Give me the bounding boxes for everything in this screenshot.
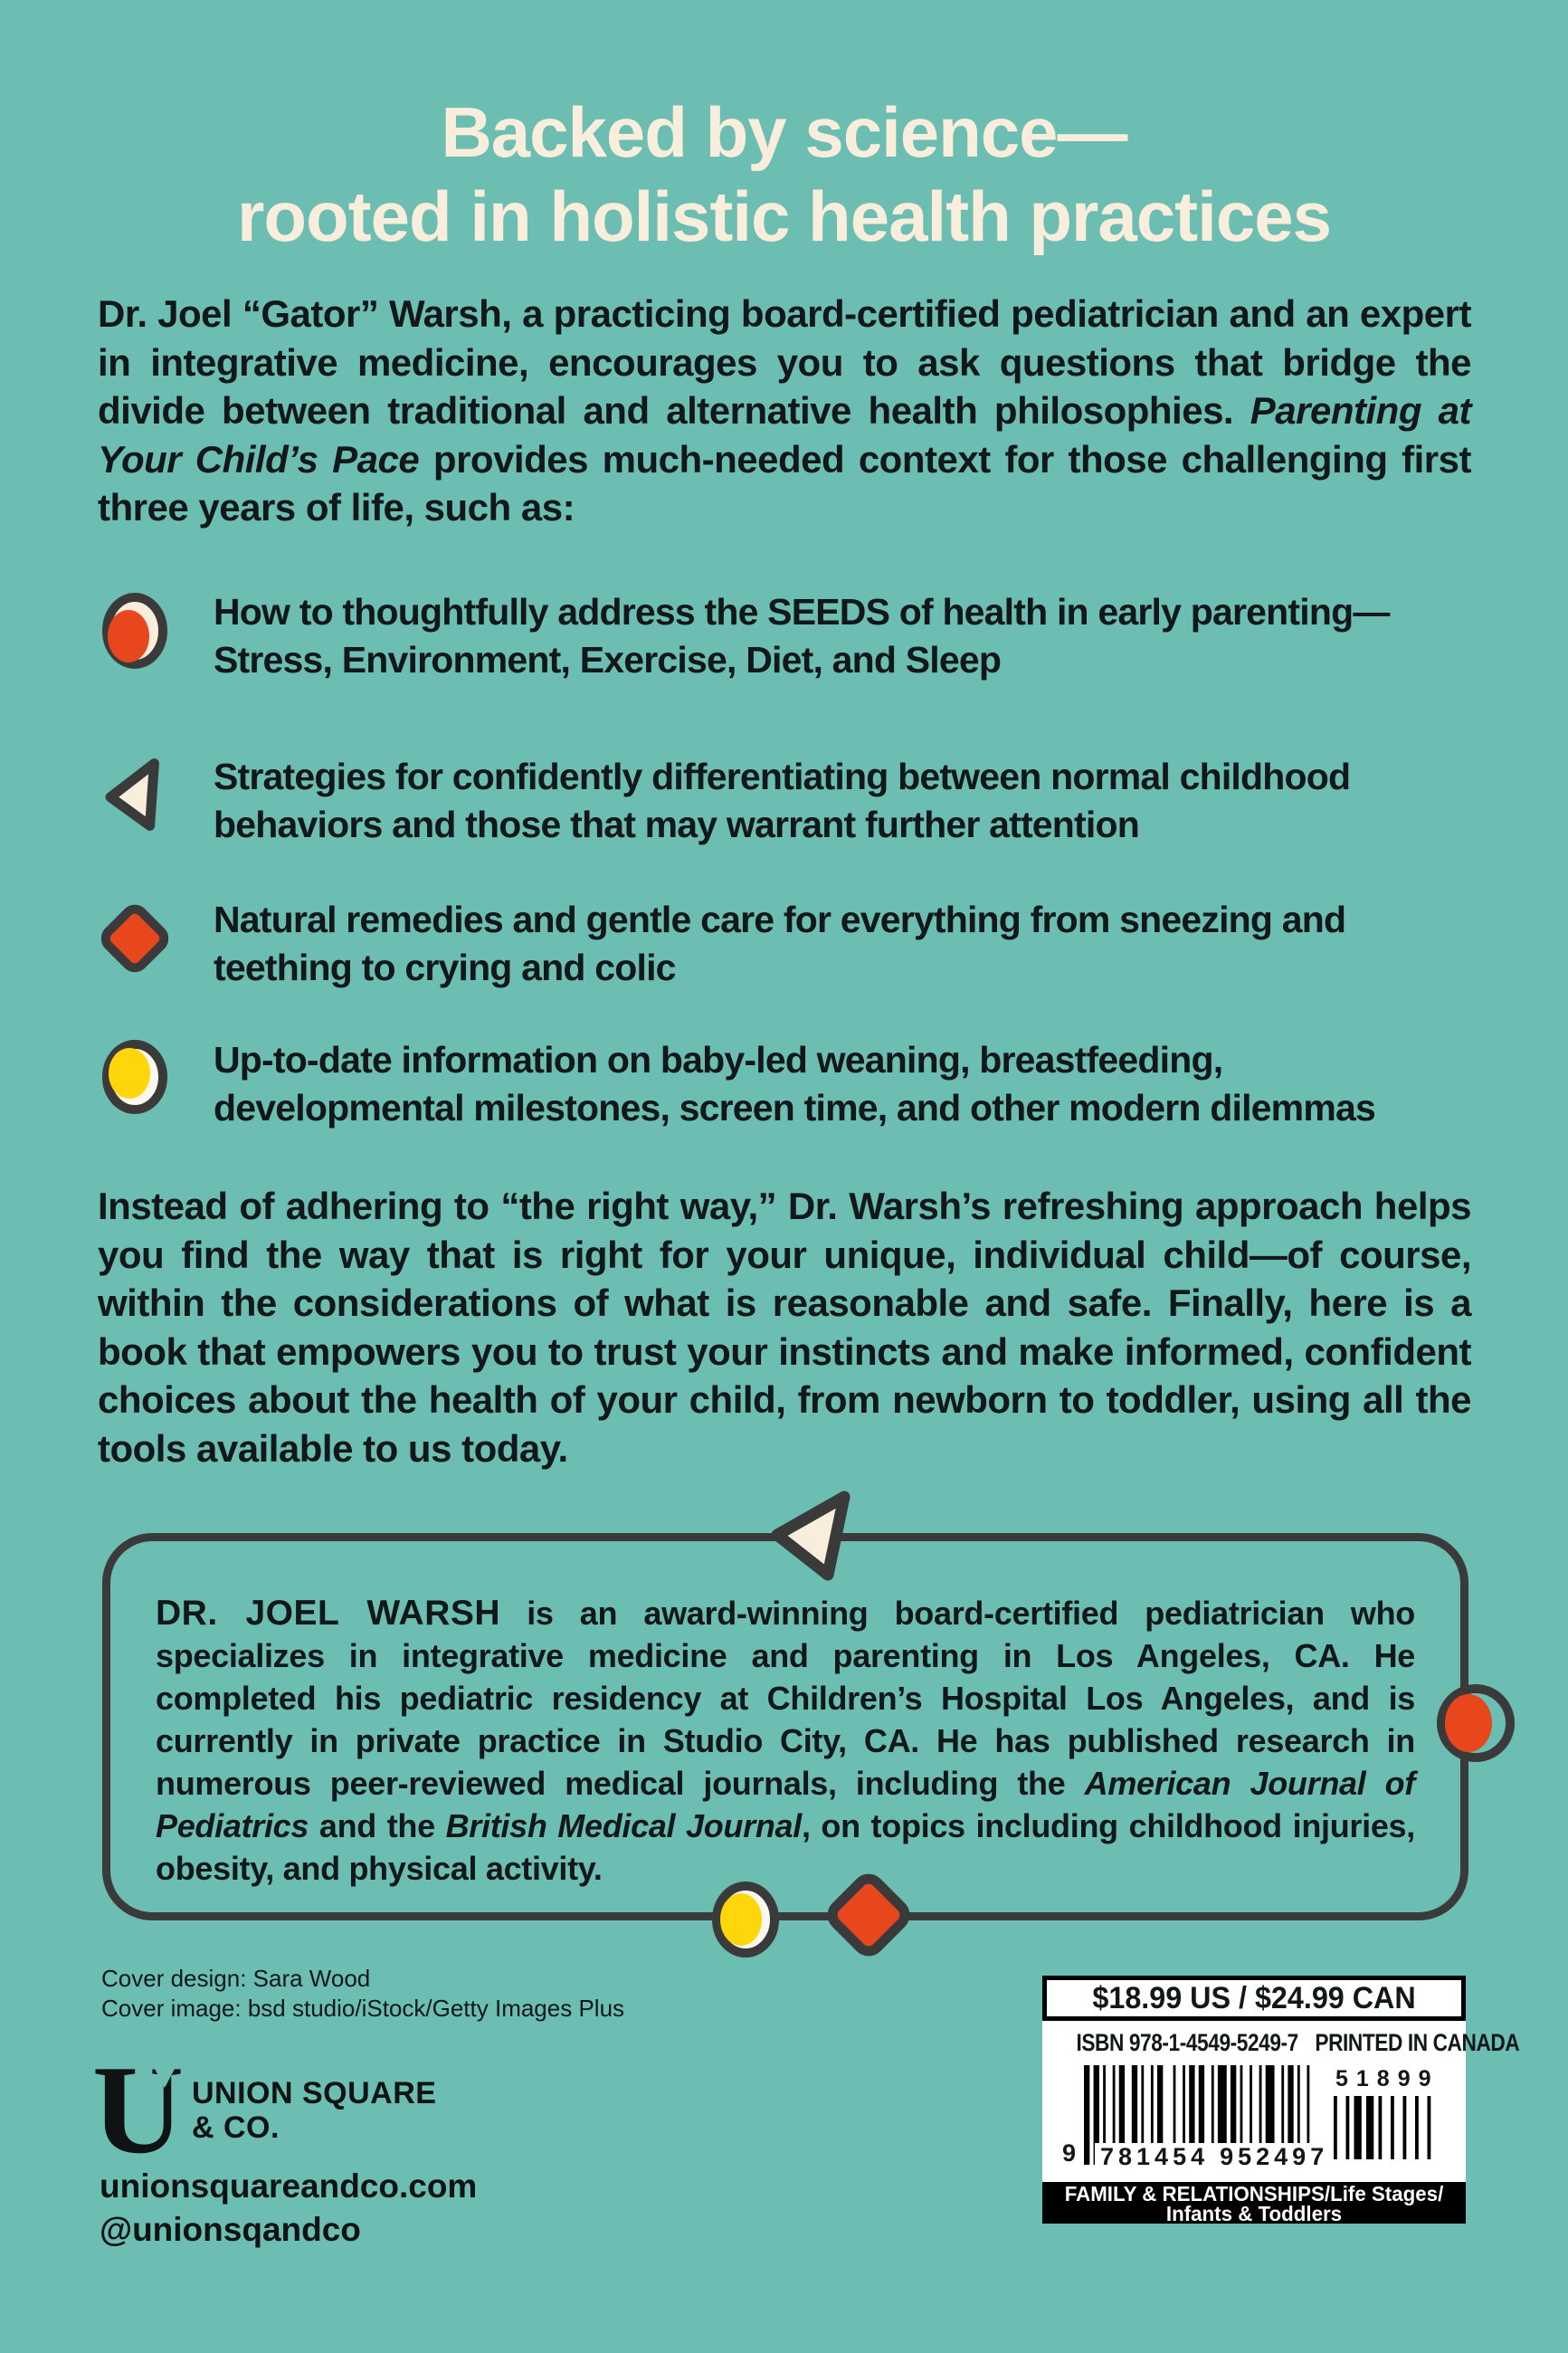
author-bio-text: [110, 1541, 1460, 1890]
bio-text-1: is an award-winning board-certified pediatrician who specializes in integrative medicine and parenting in Los Angeles, CA. He completed his pediatric residency at Children’s Hospital Los Angeles, and is currently in private practice in Studio City, CA. He has published research in numerous peer-reviewed medical journals, including the: [156, 1595, 1415, 1802]
publisher-name-line2: & CO.: [192, 2110, 280, 2145]
supplement-digits: 51899: [1335, 2066, 1440, 2091]
diamond-orange-icon: [101, 900, 168, 977]
bullet-text: How to thoughtfully address the SEEDS of health in early parenting—Stress, Environment, Exercise, Diet, and Sleep: [214, 591, 1390, 681]
bio-text-2: and the: [309, 1807, 446, 1844]
supplement-bars-icon: [1334, 2095, 1431, 2160]
cover-credits: [101, 1964, 624, 2024]
bullet-item-remedies: [101, 896, 1442, 992]
price-bar: [1042, 1976, 1466, 2021]
bullet-text: Up-to-date information on baby-led weaning, breastfeeding, developmental milestones, screen time, and other modern dilemmas: [214, 1039, 1375, 1129]
isbn-line: [1076, 2021, 1520, 2057]
price-text: $18.99 US / $24.99 CAN: [1092, 1980, 1416, 2015]
headline: [0, 90, 1568, 259]
journal-title-2: British Medical Journal: [445, 1807, 802, 1844]
publisher-name-line1: UNION SQUARE: [192, 2076, 437, 2110]
ring-yellow-circle-icon: [101, 1040, 168, 1118]
ean-digits-left: 781454: [1100, 2143, 1210, 2170]
bio-text-3: , on topics including childhood injuries, obesity, and physical activity.: [156, 1807, 1415, 1887]
barcode-main-area: [1042, 2021, 1520, 2182]
cover-image-credit: Cover image: bsd studio/iStock/Getty Images Plus: [101, 1995, 625, 2022]
category-band: [1042, 2182, 1466, 2224]
book-title-italic: Parenting at Your Child’s Pace: [98, 389, 1471, 481]
headline-line1: Backed by science—: [441, 92, 1127, 172]
isbn-number: ISBN 978-1-4549-5249-7: [1076, 2029, 1298, 2056]
intro-paragraph: [98, 290, 1471, 532]
supplement-barcode: [1334, 2066, 1440, 2165]
diamond-orange-icon: [820, 1866, 917, 1964]
ean-digits-right: 952497: [1220, 2143, 1329, 2170]
intro-text: Dr. Joel “Gator” Warsh, a practicing board-certified pediatrician and an expert in integrative medicine, encourages you to ask questions that bridge the divide between traditional and alternative health philosophies.: [98, 292, 1471, 432]
author-bio-box: [102, 1533, 1468, 1920]
ring-orange-circle-icon: [101, 592, 168, 670]
publisher-links: [100, 2165, 477, 2252]
bullet-text: Strategies for confidently differentiating between normal childhood behaviors and those that may warrant further attention: [214, 756, 1351, 845]
closing-paragraph: Instead of adhering to “the right way,” Dr. Warsh’s refreshing approach helps you find the way that is right for your unique, individual child—of course, within the considerations of what is reasonable and safe. Finally, here is a book that empowers you to trust your instincts and make informed, confident choices about the health of your child, from newborn to toddler, using all the tools available to us today.: [98, 1185, 1471, 1470]
triangle-cream-icon: [98, 753, 173, 837]
printed-in-label: PRINTED IN CANADA: [1315, 2029, 1520, 2056]
headline-line2: rooted in holistic health practices: [237, 176, 1331, 256]
publisher-social-handle: @unionsqandco: [100, 2211, 361, 2248]
category-line1: FAMILY & RELATIONSHIPS/Life Stages/: [1064, 2182, 1444, 2205]
bullet-item-weaning: [101, 1036, 1442, 1132]
logo-notch-shape: [147, 2055, 182, 2088]
ring-yellow-circle-icon: [708, 1879, 784, 1960]
ring-orange-circle-icon: [1433, 1681, 1518, 1766]
bullet-item-strategies: [101, 753, 1442, 849]
ean-digits: [1095, 2143, 1334, 2171]
triangle-cream-icon: [765, 1482, 864, 1586]
union-square-logo-mark: U: [92, 2040, 185, 2180]
cover-design-credit: Cover design: Sara Wood: [101, 1965, 371, 1992]
ean-lead-digit: 9: [1062, 2139, 1077, 2167]
barcode-block: [1042, 1976, 1520, 2225]
union-square-logo-wordmark: [192, 2076, 436, 2145]
journal-title-1: American Journal of Pediatrics: [156, 1765, 1415, 1844]
ean-barcode: [1062, 2062, 1329, 2173]
bullet-text: Natural remedies and gentle care for everything from sneezing and teething to crying and colic: [214, 899, 1346, 988]
author-name: DR. JOEL WARSH: [156, 1594, 501, 1633]
bullet-item-seeds: [101, 588, 1442, 684]
intro-text-end: provides much-needed context for those challenging first three years of life, such as:: [98, 437, 1471, 529]
publisher-website: unionsquareandco.com: [100, 2167, 478, 2205]
category-line2: Infants & Toddlers: [1165, 2202, 1343, 2225]
